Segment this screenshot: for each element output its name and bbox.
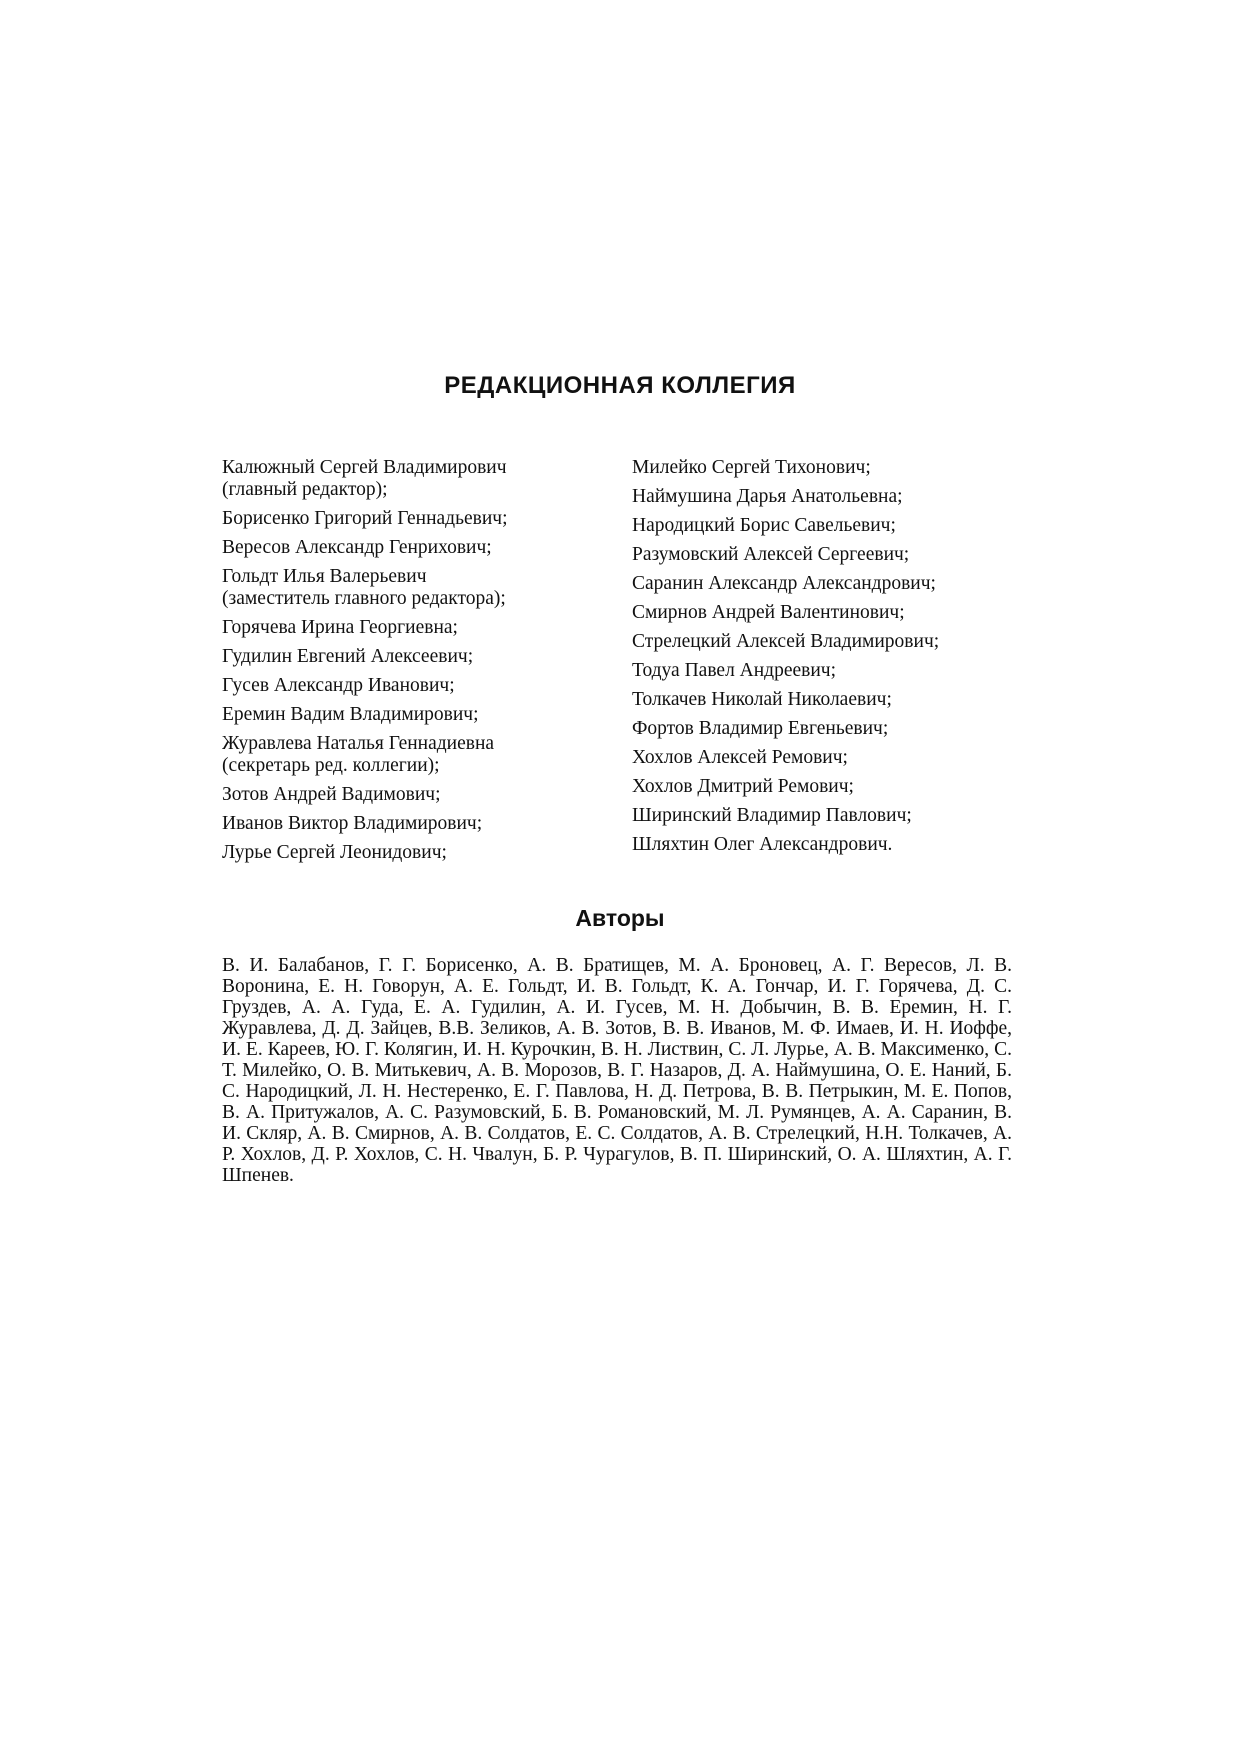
editorial-board-title: РЕДАКЦИОННАЯ КОЛЛЕГИЯ <box>444 372 796 399</box>
board-member <box>222 617 602 639</box>
board-member <box>222 566 602 610</box>
board-member-name: Гудилин Евгений Алексеевич; <box>222 646 474 667</box>
board-member-name: Шляхтин Олег Александрович. <box>632 834 893 855</box>
board-member <box>632 486 1032 508</box>
board-member-name: Толкачев Николай Николаевич; <box>632 689 892 710</box>
board-member-name: Смирнов Андрей Валентинович; <box>632 602 905 623</box>
board-member-name: Лурье Сергей Леонидович; <box>222 842 447 863</box>
board-member-name: Горячева Ирина Георгиевна; <box>222 617 458 638</box>
board-member-name: Вересов Александр Генрихович; <box>222 537 492 558</box>
board-member <box>632 689 1032 711</box>
board-member <box>222 842 602 864</box>
board-member-name: Иванов Виктор Владимирович; <box>222 813 483 834</box>
board-member <box>632 515 1032 537</box>
board-member-name: Еремин Вадим Владимирович; <box>222 704 479 725</box>
board-member-name: Зотов Андрей Вадимович; <box>222 784 441 805</box>
board-member <box>632 776 1032 798</box>
authors-title: Авторы <box>575 905 665 931</box>
board-member-name: Борисенко Григорий Геннадьевич; <box>222 508 508 529</box>
board-member-name: Калюжный Сергей Владимирович <box>222 457 507 478</box>
board-member-role: (секретарь ред. коллегии); <box>222 755 440 776</box>
board-member-name: Хохлов Алексей Ремович; <box>632 747 848 768</box>
board-member <box>632 457 1032 479</box>
board-member <box>222 646 602 668</box>
board-member <box>632 718 1032 740</box>
board-member-name: Саранин Александр Александрович; <box>632 573 936 594</box>
board-member-name: Ширинский Владимир Павлович; <box>632 805 912 826</box>
board-member-name: Разумовский Алексей Сергеевич; <box>632 544 910 565</box>
board-member <box>222 675 602 697</box>
board-member <box>222 537 602 559</box>
board-member <box>632 834 1032 856</box>
authors-list: В. И. Балабанов, Г. Г. Борисенко, А. В. Братищев, М. А. Броновец, А. Г. Вересов, Л. В. Воронина, Е. Н. Говорун, А. Е. Гольдт, И. В. Гольдт, К. А. Гончар, И. Г. Горячева, Д. С. Груздев, А. А. Гуда, Е. А. Гудилин, А. И. Гусев, М. Н. Добычин, В. В. Еремин, Н. Г. Журавлева, Д. Д. Зайцев, В.В. Зеликов, А. В. Зотов, В. В. Иванов, М. Ф. Имаев, И. Н. Иоффе, И. Е. Кареев, Ю. Г. Колягин, И. Н. Курочкин, В. Н. Листвин, С. Л. Лурье, А. В. Максименко, С. Т. Милейко, О. В. Митькевич, А. В. Морозов, В. Г. Назаров, Д. А. Наймушина, О. Е. Наний, Б. С. Народицкий, Л. Н. Нестеренко, Е. Г. Павлова, Н. Д. Петрова, В. В. Петрыкин, М. Е. Попов, В. А. Притужалов, А. С. Разумовский, Б. В. Романовский, М. Л. Румянцев, А. А. Саранин, В. И. Скляр, А. В. Смирнов, А. В. Солдатов, Е. С. Солдатов, А. В. Стрелецкий, Н.Н. Толкачев, А. Р. Хохлов, Д. Р. Хохлов, С. Н. Чвалун, Б. Р. Чурагулов, В. П. Ширинский, О. А. Шляхтин, А. Г. Шпенев. <box>222 955 1012 1186</box>
board-member <box>632 573 1032 595</box>
board-member-name: Фортов Владимир Евгеньевич; <box>632 718 889 739</box>
board-member <box>632 602 1032 624</box>
board-member <box>222 784 602 806</box>
board-member <box>632 660 1032 682</box>
board-member <box>632 805 1032 827</box>
board-member-name: Милейко Сергей Тихонович; <box>632 457 871 478</box>
board-member <box>632 631 1032 653</box>
board-member <box>632 747 1032 769</box>
board-member-name: Стрелецкий Алексей Владимирович; <box>632 631 940 652</box>
board-member-name: Наймушина Дарья Анатольевна; <box>632 486 903 507</box>
board-member <box>632 544 1032 566</box>
board-member-name: Гольдт Илья Валерьевич <box>222 566 427 587</box>
board-member <box>222 457 602 501</box>
board-member-name: Гусев Александр Иванович; <box>222 675 455 696</box>
board-member <box>222 813 602 835</box>
editorial-board-left-column <box>222 457 602 871</box>
board-member <box>222 508 602 530</box>
board-member <box>222 733 602 777</box>
board-member-role: (главный редактор); <box>222 479 388 500</box>
board-member-name: Хохлов Дмитрий Ремович; <box>632 776 854 797</box>
editorial-board-right-column <box>632 457 1032 863</box>
board-member-name: Народицкий Борис Савельевич; <box>632 515 896 536</box>
board-member-name: Тодуа Павел Андреевич; <box>632 660 837 681</box>
board-member <box>222 704 602 726</box>
board-member-role: (заместитель главного редактора); <box>222 588 506 609</box>
board-member-name: Журавлева Наталья Геннадиевна <box>222 733 495 754</box>
